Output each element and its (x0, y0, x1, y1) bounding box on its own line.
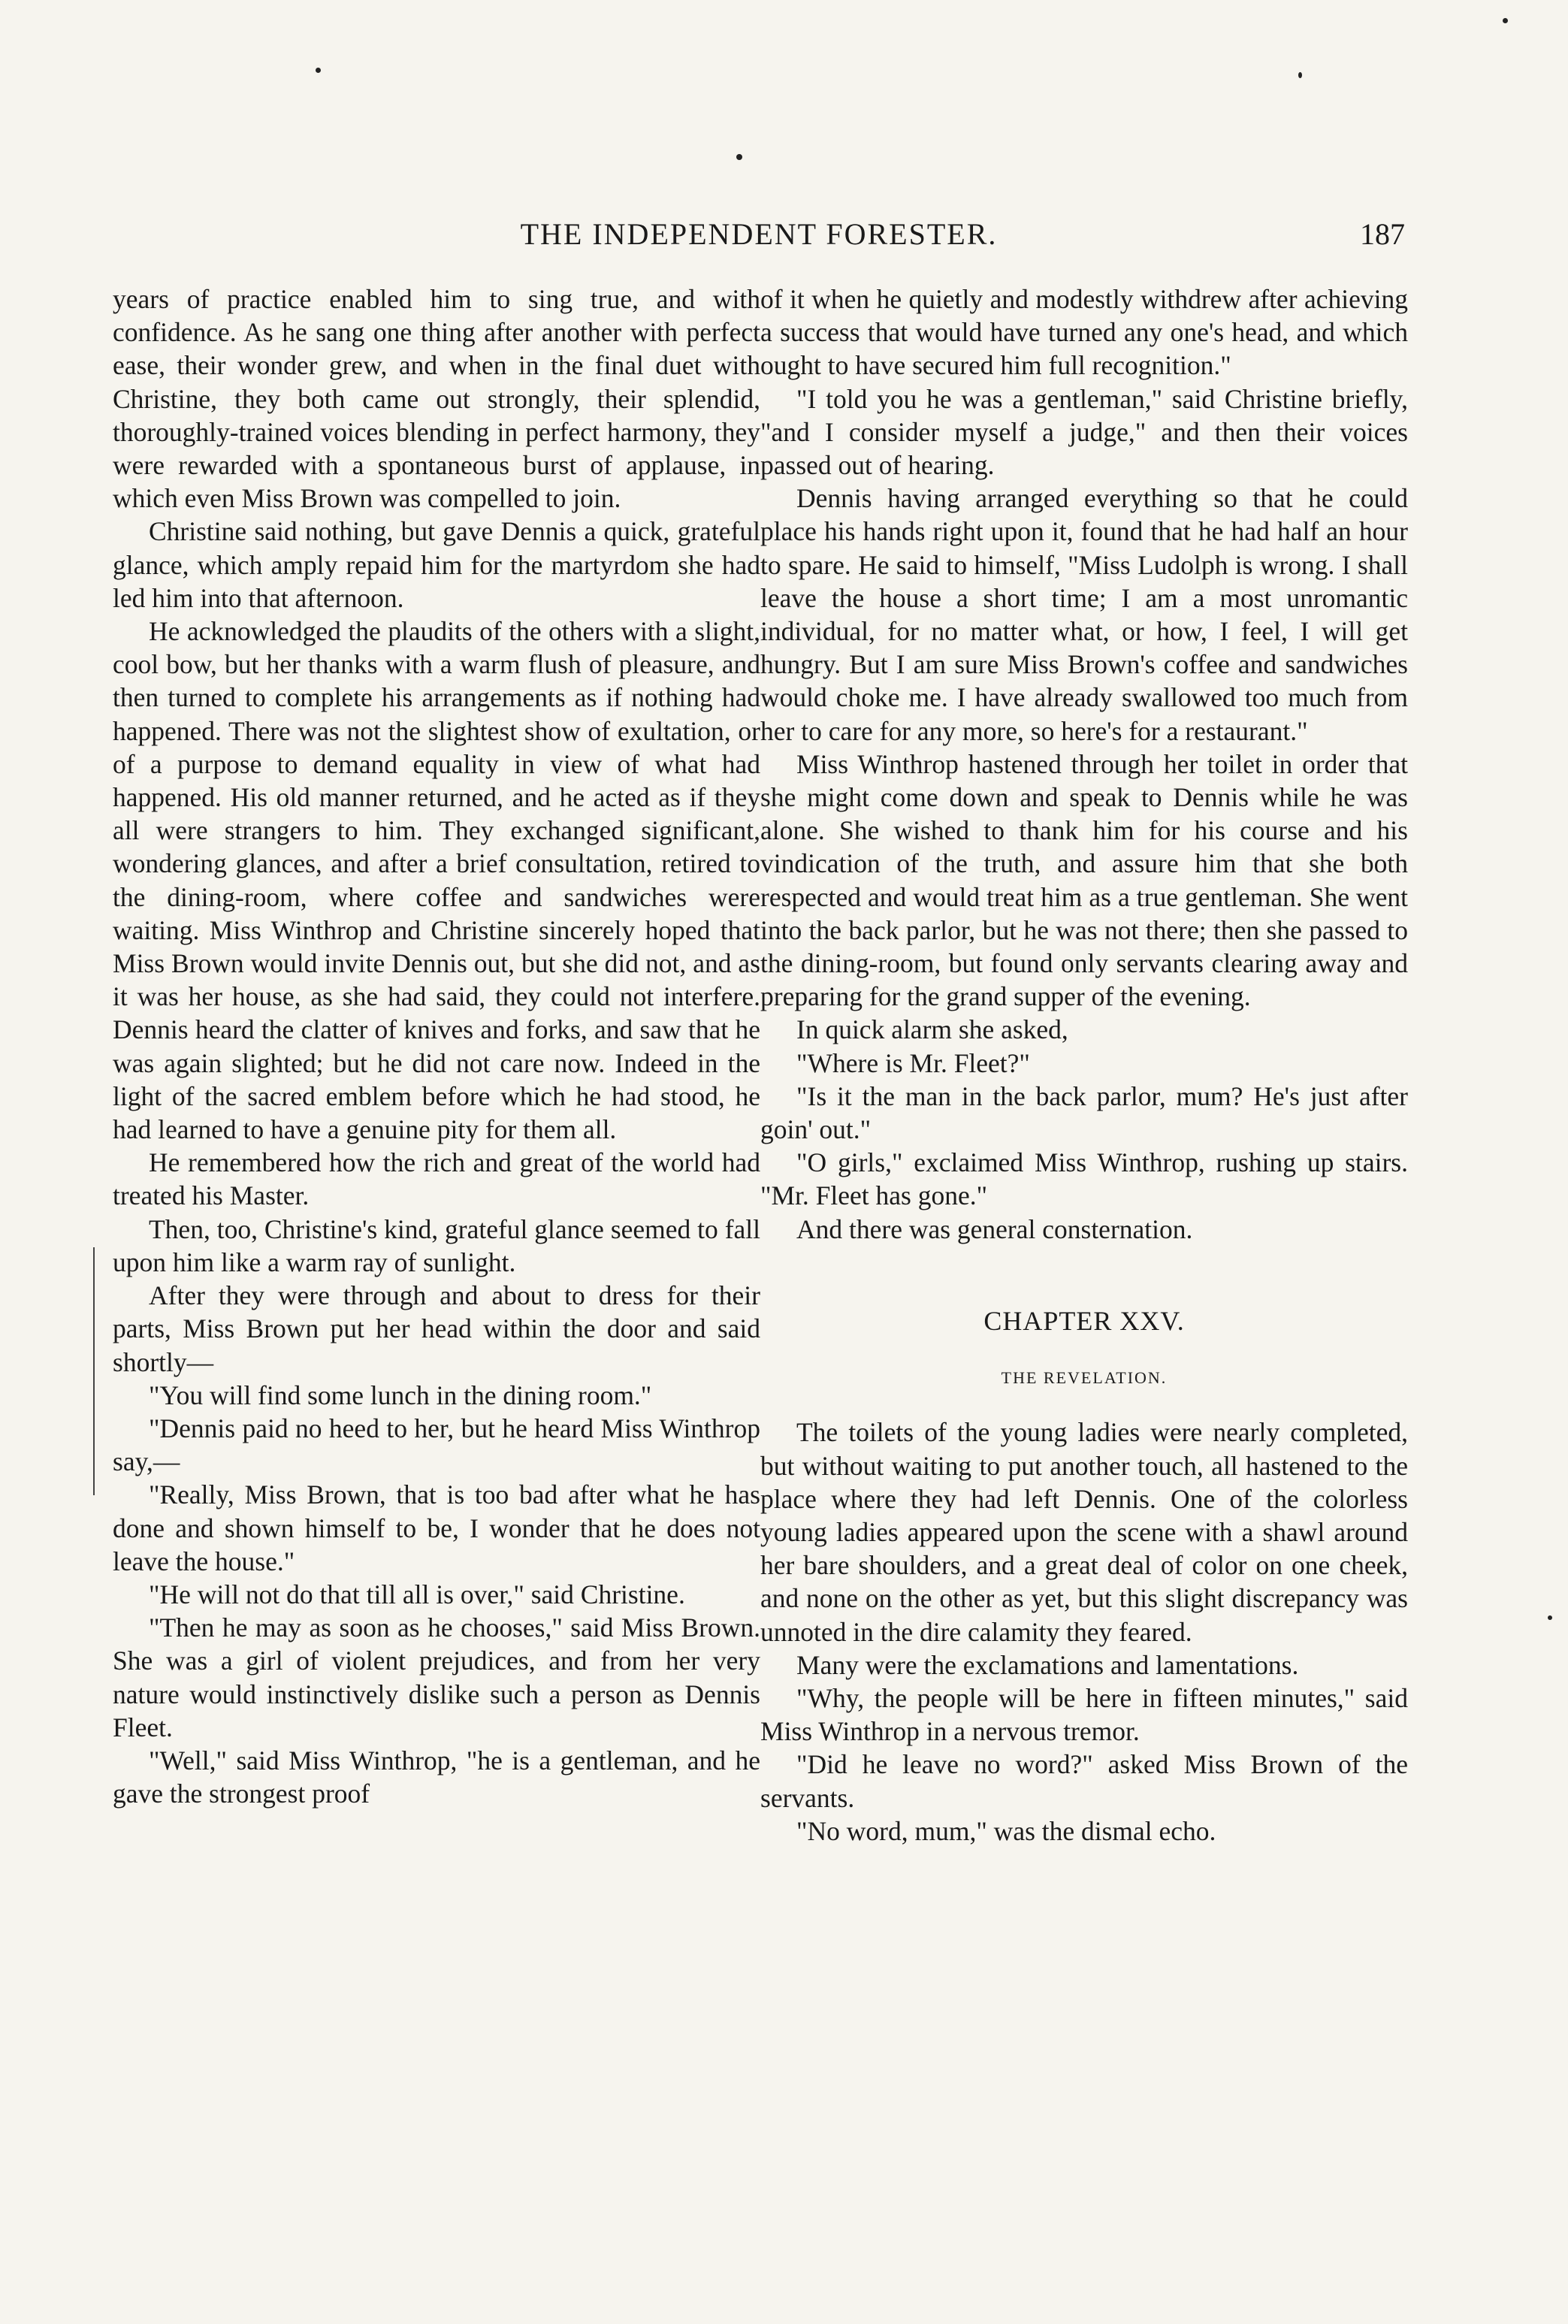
paragraph: Dennis having arranged everything so that he could place his hands right upon it, found that he had half an hour to spare. He said to himself, "Miss Ludolph is wrong. I shall leave the house a short time; I am a most unromantic individual, for no matter what, or how, I feel, I will get hungry. But I am sure Miss Brown's coffee and sandwiches would choke me. I have already swallowed too much from her to care for any more, so here's for a restaurant." (760, 483, 1408, 746)
running-title: THE INDEPENDENT FORESTER. (520, 217, 998, 251)
paragraph: "No word, mum," was the dismal echo. (796, 1815, 1216, 1846)
running-header (113, 216, 1405, 269)
paragraph: He acknowledged the plaudits of the others with a slight, cool bow, but her thanks with a warm flush of pleasure, and then turned to complete his arrangements as if nothing had happened. There was not the slightest show of exultation, or of a purpose to demand equality in view of what had happened. His old manner returned, and he acted as if they all were strangers to him. They exchanged significant, wondering glances, and after a brief consultation, retired to the dining-room, where coffee and sandwiches were waiting. Miss Winthrop and Christine sincerely hoped that Miss Brown would invite Dennis out, but she did not, and as it was her house, as she had said, they could not interfere. Dennis heard the clatter of knives and forks, and saw that he was again slighted; but he did not care now. Indeed in the light of the sacred emblem before which he had stood, he had learned to have a genuine pity for them all. (113, 616, 760, 1145)
paragraph: Miss Winthrop hastened through her toilet in order that she might come down and speak to Dennis while he was alone. She wished to thank him for his course and his vindication of the truth, and assure him that she both respected and would treat him as a true gentleman. She went into the back parlor, but he was not there; then she passed to the dining-room, but found only servants clearing away and preparing for the grand supper of the evening. (760, 748, 1408, 1012)
paragraph: of it when he quietly and modestly withdrew after achieving a success that would have turned any one's head, and which ought to have secured him full recognition." (760, 284, 1408, 381)
print-speck (736, 154, 742, 160)
right-column (760, 283, 1408, 1848)
print-speck (1503, 18, 1508, 23)
paragraph: He remembered how the rich and great of the world had treated his Master. (113, 1147, 760, 1211)
paragraph: "Dennis paid no heed to her, but he heard Miss Winthrop say,— (113, 1413, 760, 1477)
paragraph: "Really, Miss Brown, that is too bad after what he has done and shown himself to be, I wonder that he does not leave the house." (113, 1479, 760, 1576)
paragraph: After they were through and about to dress for their parts, Miss Brown put her head within the door and said shortly— (113, 1280, 760, 1377)
paragraph: years of practice enabled him to sing true, and with confidence. As he sang one thing after another with perfect ease, their wonder grew, and when in the final duet with Christine, they both came out strongly, their splendid, thoroughly-trained voices blending in perfect harmony, they were rewarded with a spontaneous burst of applause, in which even Miss Brown was compelled to join. (113, 284, 760, 514)
print-speck (1548, 1615, 1552, 1620)
chapter-subtitle: THE REVELATION. (1001, 1368, 1168, 1388)
paragraph: Many were the exclamations and lamentations. (796, 1649, 1299, 1680)
paragraph: Christine said nothing, but gave Dennis a quick, grateful glance, which amply repaid him for the martyrdom she had led him into that afternoon. (113, 516, 760, 613)
print-speck (1298, 72, 1302, 78)
page-number: 187 (1360, 217, 1405, 251)
paragraph: Then, too, Christine's kind, grateful glance seemed to fall upon him like a warm ray of sunlight. (113, 1213, 760, 1277)
paragraph: "O girls," exclaimed Miss Winthrop, rushing up stairs. "Mr. Fleet has gone." (760, 1147, 1408, 1211)
paragraph: "Well," said Miss Winthrop, "he is a gentleman, and he gave the strongest proof (113, 1745, 760, 1809)
paragraph: "Did he leave no word?" asked Miss Brown of the servants. (760, 1749, 1408, 1813)
paragraph: "He will not do that till all is over," said Christine. (149, 1579, 685, 1609)
chapter-heading: CHAPTER XXV. (983, 1305, 1185, 1336)
print-speck (316, 68, 321, 73)
paragraph: "Where is Mr. Fleet?" (796, 1047, 1030, 1078)
paragraph: "You will find some lunch in the dining room." (149, 1380, 652, 1410)
paragraph: "Then he may as soon as he chooses," said Miss Brown. She was a girl of violent prejudices, and from her very nature would instinctively dislike such a person as Dennis Fleet. (113, 1612, 760, 1742)
paragraph: In quick alarm she asked, (796, 1014, 1068, 1045)
paragraph: The toilets of the young ladies were nearly completed, but without waiting to put another touch, all hastened to the place where they had left Dennis. One of the colorless young ladies appeared upon the scene with a shawl around her bare shoulders, and a great deal of color on one cheek, and none on the other as yet, but this slight discrepancy was unnoted in the dire calamity they feared. (760, 1417, 1408, 1647)
paragraph: And there was general consternation. (796, 1213, 1193, 1244)
paragraph: "Why, the people will be here in fifteen minutes," said Miss Winthrop in a nervous tremor. (760, 1682, 1408, 1747)
paragraph: "I told you he was a gentleman," said Christine briefly, "and I consider myself a judge," and then their voices passed out of hearing. (760, 383, 1408, 481)
left-column (113, 283, 760, 1810)
paragraph: "Is it the man in the back parlor, mum? He's just after goin' out." (760, 1080, 1408, 1145)
margin-mark (93, 1247, 95, 1495)
